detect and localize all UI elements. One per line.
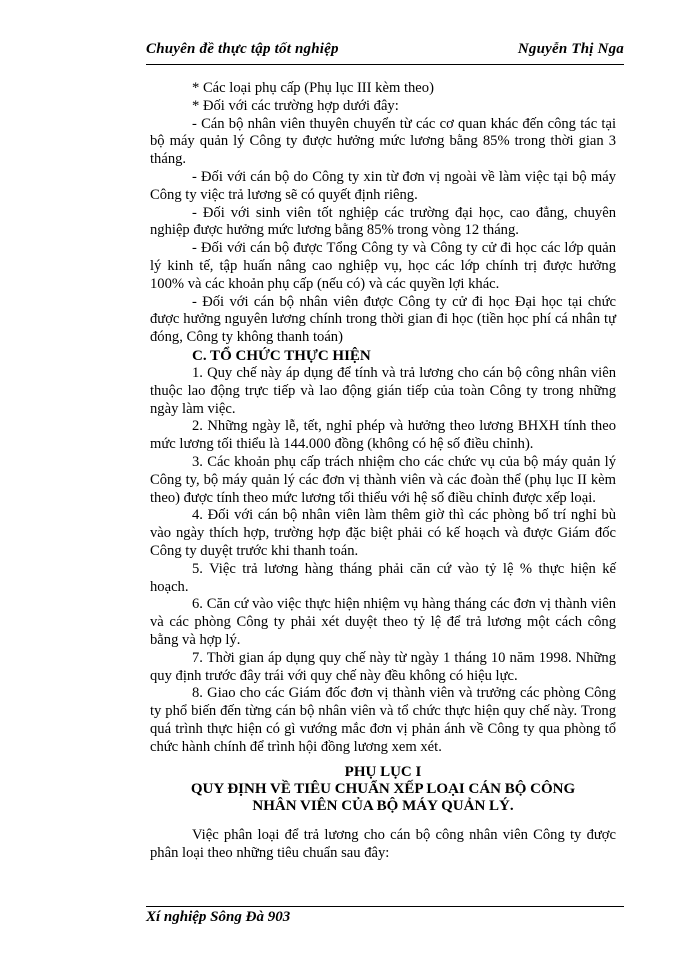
appendix-heading	[150, 764, 616, 815]
paragraph-classification-intro: Việc phân loại để trả lương cho cán bộ công nhân viên Công ty được phân loại theo những tiêu chuẩn sau đây:	[150, 827, 616, 862]
footer-enterprise-name: Xí nghiệp Sông Đà 903	[146, 909, 291, 925]
paragraph-graduates: - Đối với sinh viên tốt nghiệp các trường đại học, cao đẳng, chuyên nghiệp được hưởng mức lương bằng 85% trong vòng 12 tháng.	[150, 204, 616, 239]
header-document-title: Chuyên đề thực tập tốt nghiệp	[146, 41, 339, 57]
paragraph-item-2: 2. Những ngày lễ, tết, nghỉ phép và hưởng theo lương BHXH tính theo mức lương tối thiểu là 144.000 đồng (không có hệ số điều chỉnh).	[150, 418, 616, 453]
appendix-title: PHỤ LỤC I	[344, 764, 422, 781]
header-author-name: Nguyễn Thị Nga	[517, 41, 624, 57]
appendix-subtitle-line-1: QUY ĐỊNH VỀ TIÊU CHUẨN XẾP LOẠI CÁN BỘ CÔNG	[190, 781, 576, 798]
paragraph-training-staff: - Đối với cán bộ được Tổng Công ty và Công ty cử đi học các lớp quản lý kinh tế, tập huấn nâng cao nghiệp vụ, học các lớp chính trị được hưởng 100% và các khoản phụ cấp (nếu có) và các quyền lợi khác.	[150, 240, 616, 292]
paragraph-item-8: 8. Giao cho các Giám đốc đơn vị thành viên và trưởng các phòng Công ty phổ biến đến từng cán bộ nhân viên và tổ chức thực hiện quy chế này. Trong quá trình thực hiện có gì vướng mắc đơn vị phản ánh về Công ty qua phòng tổ chức hành chính để trình hội đồng lương xem xét.	[150, 685, 616, 755]
paragraph-external-staff: - Đối với cán bộ do Công ty xin từ đơn vị ngoài về làm việc tại bộ máy Công ty việc trả lương sẽ có quyết định riêng.	[150, 168, 616, 203]
paragraph-inservice-study: - Đối với cán bộ nhân viên được Công ty cử đi học Đại học tại chức được hưởng nguyên lương chính trong thời gian đi học (tiền học phí cá nhân tự đóng, Công ty không thanh toán)	[150, 293, 616, 346]
paragraph-transferred-staff: - Cán bộ nhân viên thuyên chuyển từ các cơ quan khác đến công tác tại bộ máy quản lý Công ty được hưởng mức lương bằng 85% trong thời gian 3 tháng.	[150, 115, 616, 168]
paragraph-item-1: 1. Quy chế này áp dụng để tính và trả lương cho cán bộ công nhân viên thuộc lao động trực tiếp và lao động gián tiếp của toàn Công ty trong những ngày làm việc.	[150, 364, 616, 417]
paragraph-allowances: * Các loại phụ cấp (Phụ lục III kèm theo)	[192, 80, 434, 96]
page-body	[150, 80, 616, 863]
page-footer	[146, 906, 624, 925]
paragraph-item-4: 4. Đối với cán bộ nhân viên làm thêm giờ thì các phòng bố trí nghỉ bù vào ngày thích hợp, trường hợp đặc biệt phải có kế hoạch và được Giám đốc Công ty duyệt trước khi thanh toán.	[150, 507, 616, 559]
paragraph-item-5: 5. Việc trả lương hàng tháng phải căn cứ vào tỷ lệ % thực hiện kế hoạch.	[150, 560, 616, 595]
paragraph-cases-intro: * Đối với các trường hợp dưới đây:	[192, 97, 399, 114]
paragraph-item-7: 7. Thời gian áp dụng quy chế này từ ngày 1 tháng 10 năm 1998. Những quy định trước đây trái với quy chế này đều không có hiệu lực.	[150, 649, 616, 684]
page-header	[146, 38, 624, 65]
paragraph-item-3: 3. Các khoản phụ cấp trách nhiệm cho các chức vụ của bộ máy quản lý Công ty, bộ máy quản lý các đơn vị thành viên và các đoàn thể (phụ lục II kèm theo) được tính theo mức lương tối thiểu với hệ số điều chỉnh được xếp loại.	[150, 453, 616, 506]
paragraph-item-6: 6. Căn cứ vào việc thực hiện nhiệm vụ hàng tháng các đơn vị thành viên và các phòng Công ty phải xét duyệt theo tỷ lệ để trả lương một cách công bằng và hợp lý.	[150, 596, 616, 648]
section-heading-c: C. TỔ CHỨC THỰC HIỆN	[192, 347, 371, 364]
appendix-subtitle-line-2: NHÂN VIÊN CỦA BỘ MÁY QUẢN LÝ.	[252, 798, 514, 815]
